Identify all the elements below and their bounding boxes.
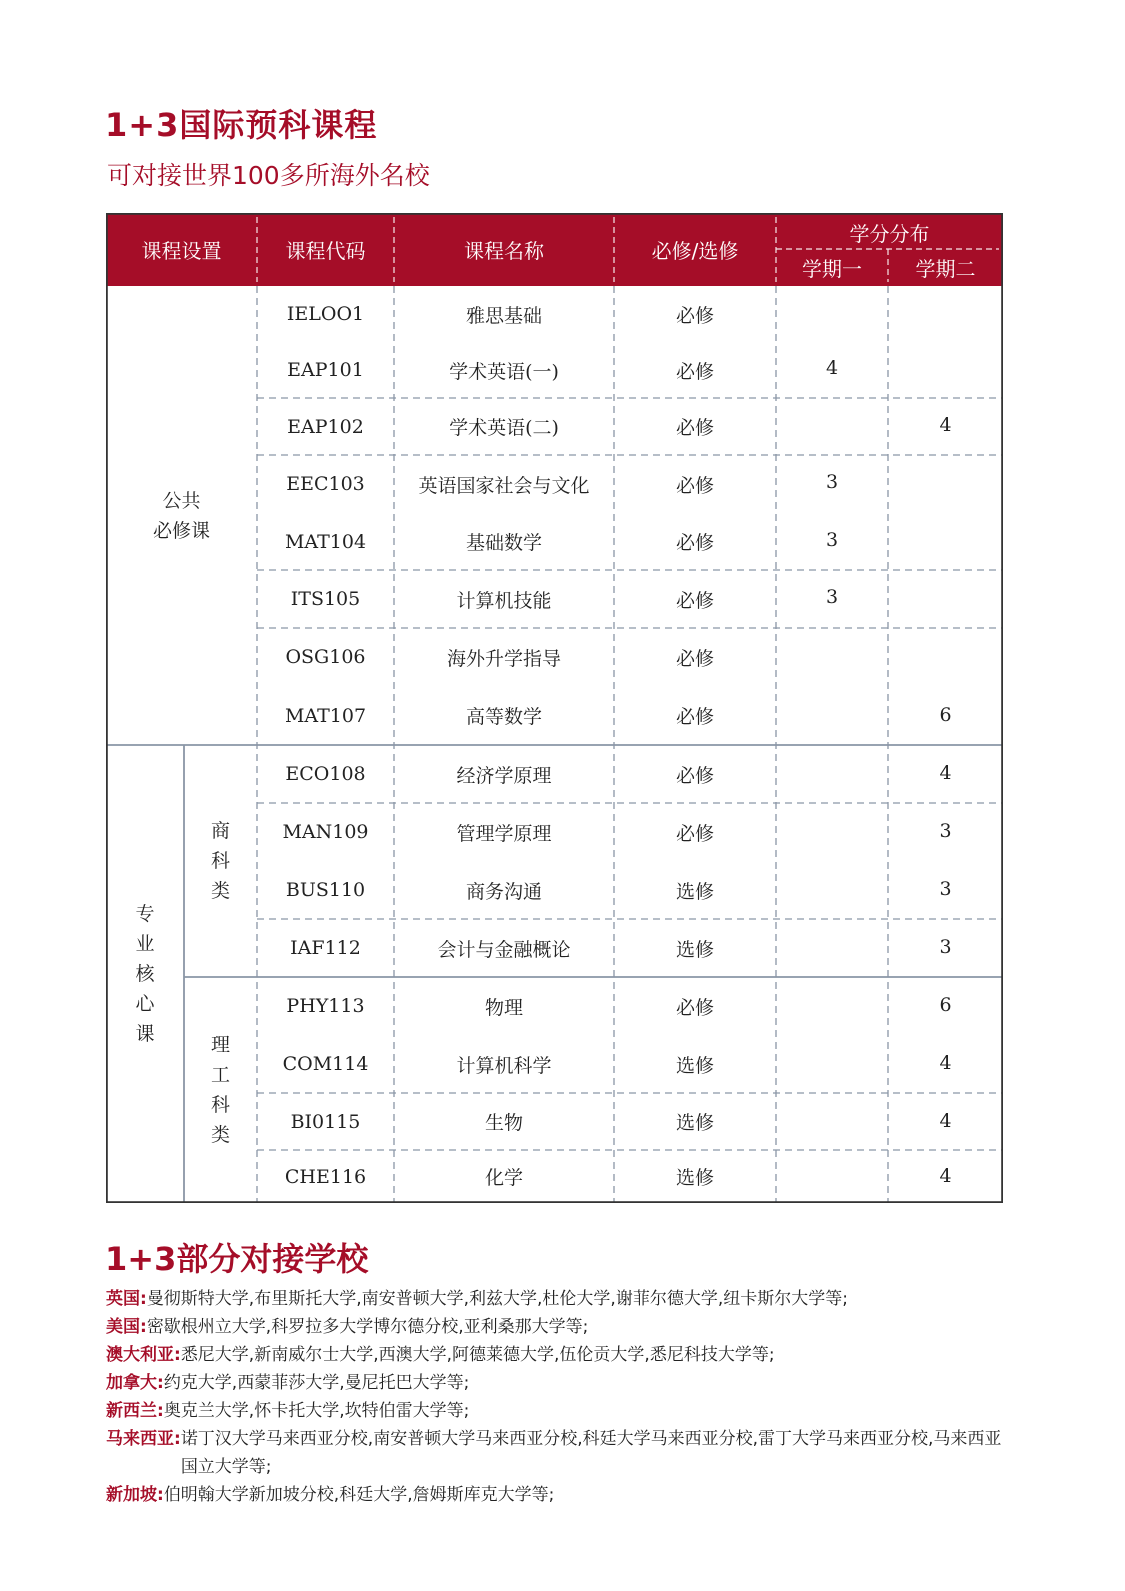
school-names: 诺丁汉大学马来西亚分校,南安普顿大学马来西亚分校,科廷大学马来西亚分校,雷丁大学马来西亚分校,马来西亚国立大学等; bbox=[180, 1429, 1002, 1477]
row-16-code: CHE116 bbox=[284, 1165, 367, 1188]
row-13-code: PHY113 bbox=[286, 995, 365, 1017]
page-subtitle: 可对接世界100多所海外名校 bbox=[107, 161, 430, 190]
row-5-code: MAT104 bbox=[284, 530, 367, 553]
term1-credit: 4 bbox=[825, 357, 839, 379]
country-label: 美国: bbox=[106, 1317, 147, 1337]
school-row-sg bbox=[106, 1481, 1016, 1509]
row-3-name: 学术英语(二) bbox=[449, 417, 559, 439]
school-names: 密歇根州立大学,科罗拉多大学博尔德分校,亚利桑那大学等; bbox=[146, 1317, 589, 1337]
page-title: 1+3国际预科课程 bbox=[105, 106, 378, 144]
school-row-au bbox=[106, 1341, 1016, 1369]
school-row-nz bbox=[106, 1397, 1016, 1425]
school-row-ca bbox=[106, 1369, 1016, 1397]
row-7-code: OSG106 bbox=[285, 646, 366, 668]
row-12-type: 选修 bbox=[675, 938, 714, 961]
row-15-name: 生物 bbox=[484, 1112, 523, 1134]
row-14-type: 选修 bbox=[675, 1054, 714, 1077]
row-9-type: 必修 bbox=[675, 764, 714, 787]
school-row-uk bbox=[106, 1285, 1016, 1313]
row-7-type: 必修 bbox=[675, 647, 714, 670]
term2-credit: 6 bbox=[939, 703, 952, 726]
schools-list bbox=[106, 1285, 1016, 1509]
header-term2: 学期二 bbox=[915, 257, 976, 281]
term2-credit: 3 bbox=[939, 936, 952, 958]
row-11-name: 商务沟通 bbox=[465, 880, 542, 903]
row-8-code: MAT107 bbox=[284, 704, 367, 727]
country-label: 新西兰: bbox=[106, 1401, 164, 1421]
school-names: 约克大学,西蒙菲莎大学,曼尼托巴大学等; bbox=[163, 1373, 470, 1393]
row-6-type: 必修 bbox=[675, 589, 714, 612]
header-code: 课程代码 bbox=[285, 239, 366, 263]
row-9-name: 经济学原理 bbox=[456, 764, 552, 787]
school-names: 奥克兰大学,怀卡托大学,坎特伯雷大学等; bbox=[163, 1401, 470, 1421]
row-5-name: 基础数学 bbox=[465, 532, 542, 554]
school-names: 伯明翰大学新加坡分校,科廷大学,詹姆斯库克大学等; bbox=[163, 1485, 555, 1505]
row-5-type: 必修 bbox=[675, 532, 714, 554]
group-science: 理 工 科 类 bbox=[210, 1034, 230, 1146]
row-11-type: 选修 bbox=[675, 880, 714, 903]
row-14-code: COM114 bbox=[282, 1053, 369, 1075]
row-11-code: BUS110 bbox=[285, 879, 366, 901]
row-4-code: EEC103 bbox=[286, 473, 365, 495]
row-2-name: 学术英语(一) bbox=[449, 360, 559, 383]
row-2-code: EAP101 bbox=[287, 359, 364, 381]
term1-credit: 3 bbox=[825, 586, 839, 608]
row-8-name: 高等数学 bbox=[465, 706, 542, 728]
row-13-type: 必修 bbox=[675, 996, 714, 1019]
term2-credit: 4 bbox=[939, 1109, 952, 1132]
row-8-type: 必修 bbox=[675, 706, 714, 728]
row-16-name: 化学 bbox=[484, 1167, 523, 1189]
course-table bbox=[106, 213, 1003, 1203]
row-3-code: EAP102 bbox=[287, 415, 364, 438]
header-category: 课程设置 bbox=[141, 239, 222, 263]
country-label: 加拿大: bbox=[106, 1373, 164, 1393]
term2-credit: 4 bbox=[939, 1052, 952, 1074]
row-10-name: 管理学原理 bbox=[456, 822, 552, 845]
country-label: 新加坡: bbox=[106, 1485, 164, 1505]
group-business: 商 科 类 bbox=[210, 820, 230, 902]
row-10-type: 必修 bbox=[675, 822, 714, 845]
row-7-name: 海外升学指导 bbox=[446, 647, 561, 670]
term2-credit: 6 bbox=[939, 994, 952, 1016]
header-name: 课程名称 bbox=[464, 239, 544, 263]
school-row-us bbox=[106, 1313, 1016, 1341]
row-6-name: 计算机技能 bbox=[456, 589, 552, 612]
row-1-type: 必修 bbox=[675, 304, 714, 327]
school-names: 悉尼大学,新南威尔士大学,西澳大学,阿德莱德大学,伍伦贡大学,悉尼科技大学等; bbox=[180, 1345, 775, 1365]
header-type: 必修/选修 bbox=[651, 239, 739, 263]
header-credits: 学分分布 bbox=[849, 221, 930, 246]
row-15-type: 选修 bbox=[675, 1112, 714, 1134]
group-public-required: 公共 必修课 bbox=[152, 489, 210, 542]
country-label: 马来西亚: bbox=[106, 1429, 181, 1449]
row-6-code: ITS105 bbox=[290, 588, 361, 610]
school-row-my bbox=[106, 1425, 1016, 1481]
row-13-name: 物理 bbox=[484, 996, 523, 1019]
term1-credit: 3 bbox=[825, 471, 839, 493]
row-1-name: 雅思基础 bbox=[465, 304, 542, 327]
row-12-code: IAF112 bbox=[290, 937, 361, 959]
term1-credit: 3 bbox=[825, 528, 839, 551]
term2-credit: 4 bbox=[939, 1164, 952, 1187]
row-3-type: 必修 bbox=[675, 417, 714, 439]
country-label: 澳大利亚: bbox=[106, 1345, 181, 1365]
row-10-code: MAN109 bbox=[282, 821, 369, 843]
row-14-name: 计算机科学 bbox=[456, 1054, 552, 1077]
row-4-name: 英语国家社会与文化 bbox=[418, 474, 590, 497]
country-label: 英国: bbox=[106, 1289, 147, 1309]
term2-credit: 3 bbox=[939, 820, 952, 842]
term2-credit: 4 bbox=[939, 762, 952, 784]
term2-credit: 4 bbox=[939, 413, 952, 436]
row-15-code: BI0115 bbox=[290, 1110, 361, 1133]
school-names: 曼彻斯特大学,布里斯托大学,南安普顿大学,利兹大学,杜伦大学,谢菲尔德大学,纽卡斯尔大学等; bbox=[146, 1289, 848, 1309]
row-4-type: 必修 bbox=[675, 474, 714, 497]
term2-credit: 3 bbox=[939, 878, 952, 900]
row-9-code: ECO108 bbox=[285, 763, 366, 785]
header-term1: 学期一 bbox=[802, 257, 862, 281]
group-core-major: 专 业 核 心 课 bbox=[135, 903, 155, 1045]
row-2-type: 必修 bbox=[675, 360, 714, 383]
row-12-name: 会计与金融概论 bbox=[437, 938, 571, 961]
row-1-code: IELOO1 bbox=[286, 303, 365, 325]
schools-title: 1+3部分对接学校 bbox=[105, 1240, 369, 1278]
row-16-type: 选修 bbox=[675, 1167, 714, 1189]
